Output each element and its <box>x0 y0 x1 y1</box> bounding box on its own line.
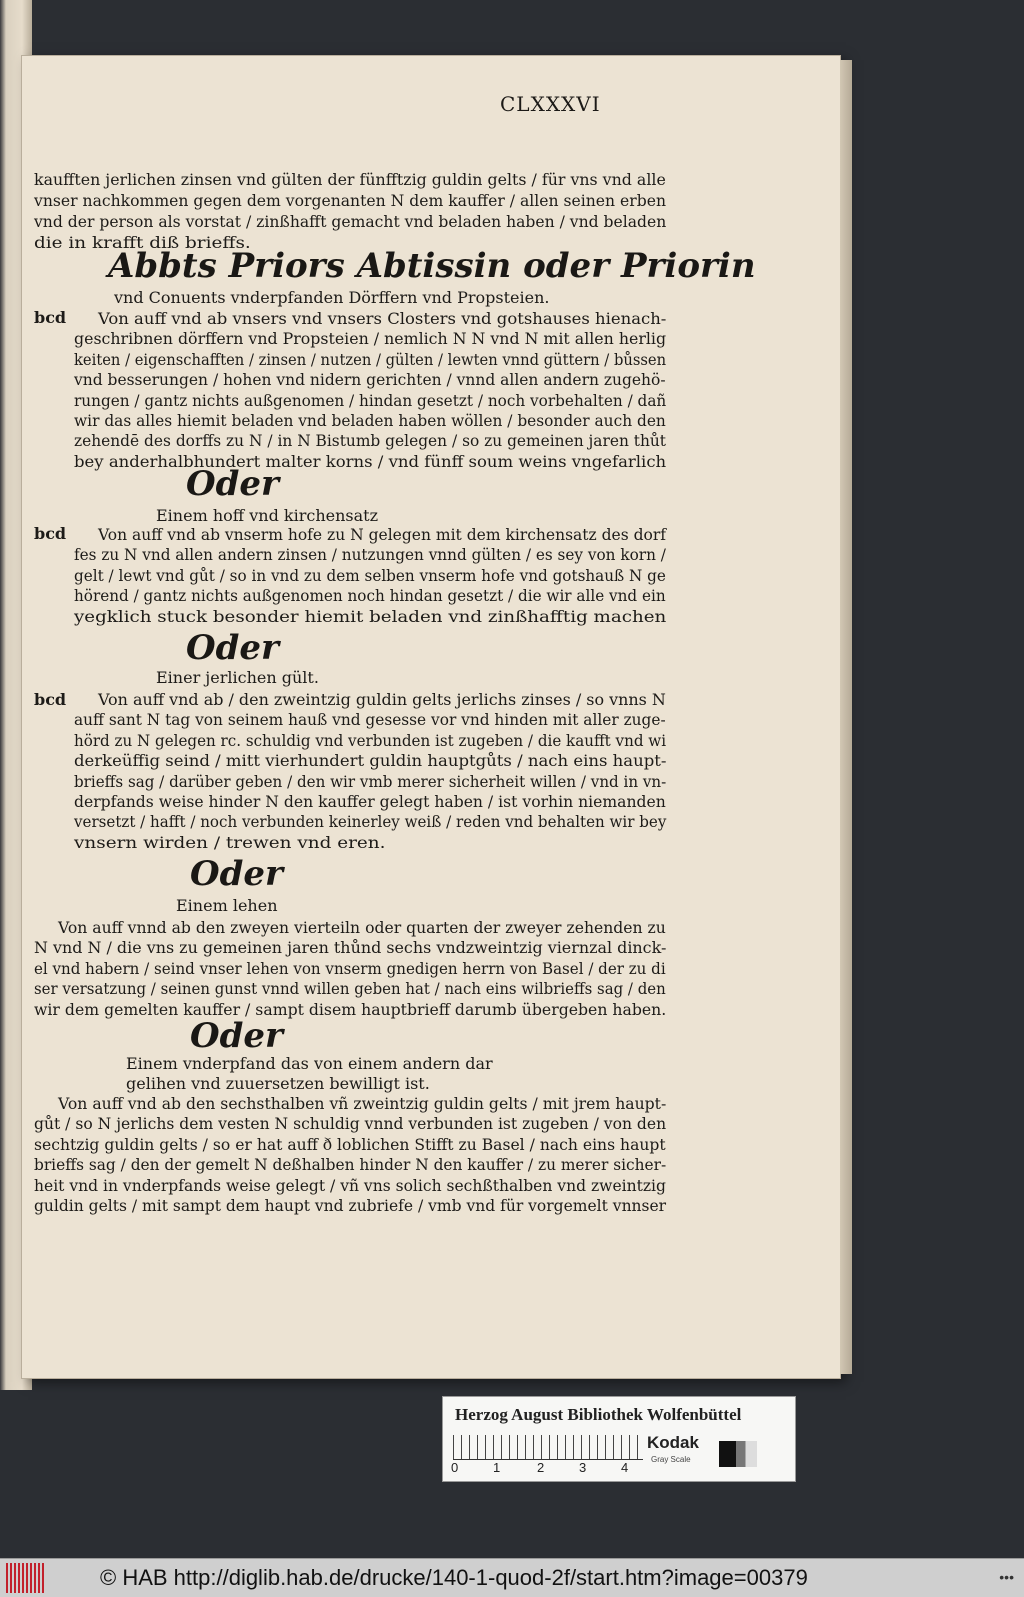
text-line: Von auff vnd ab vnsers vnd vnsers Closters vnd gotshauses hienach- <box>98 309 667 328</box>
footer-bar <box>0 1558 1024 1597</box>
text-line: keiten / eigenschafften / zinsen / nutzen / gülten / lewten vnnd güttern / bůssen <box>74 349 667 369</box>
margin-note: bcd <box>34 308 67 327</box>
text-line: wir dem gemelten kauffer / sampt disem hauptbrieff darumb übergeben haben. <box>34 999 667 1019</box>
text-line: gůt / so N jerlichs dem vesten N schuldig vnnd verbunden ist zugeben / von den <box>34 1114 667 1134</box>
text-line: Von auff vnd ab / den zweintzig guldin gelts jerlichs zinses / so vnns N <box>98 690 666 709</box>
oder-subheading: Einem lehen <box>176 896 278 915</box>
barcode-logo-icon <box>6 1563 44 1593</box>
text-line: Von auff vnd ab vnserm hofe zu N gelegen mit dem kirchensatz des dorf <box>98 525 667 544</box>
text-line: hörd zu N gelegen rc. schuldig vnd verbunden ist zugeben / die kaufft vnd wi <box>74 730 667 750</box>
color-ruler-card <box>442 1396 796 1482</box>
page-edge-shadow <box>840 60 852 1374</box>
text-line: brieffs sag / den der gemelt N deßhalben hinder N den kauffer / zu merer sicher- <box>34 1155 667 1175</box>
text-line: die in krafft diß brieffs. <box>34 233 251 252</box>
oder-subheading: Einem vnderpfand das von einem andern dar <box>126 1054 493 1073</box>
text-line: el vnd habern / seind vnser lehen von vnserm gnedigen herrn von Basel / der zu di <box>34 958 666 978</box>
oder-subheading: Einem hoff vnd kirchensatz <box>156 506 378 525</box>
text-line: fes zu N vnd allen andern zinsen / nutzungen vnnd gülten / es sey von korn / <box>74 545 666 565</box>
text-line: derpfands weise hinder N den kauffer gelegt haben / ist vorhin niemanden <box>74 792 666 811</box>
text-line: zehendē des dorffs zu N / in N Bistumb gelegen / so zu gemeinen jaren thůt <box>74 431 666 451</box>
ruler-title: Herzog August Bibliothek Wolfenbüttel <box>455 1405 742 1424</box>
text-line: bey anderhalbhundert malter korns / vnd fünff soum weins vngefarlich <box>74 451 667 471</box>
text-line: vnd besserungen / hohen vnd nidern gerichten / vnnd allen andern zugehö- <box>74 370 666 390</box>
text-line: wir das alles hiemit beladen vnd beladen haben wöllen / besonder auch den <box>74 411 666 430</box>
text-line: Von auff vnd ab den sechsthalben vñ zweintzig guldin gelts / mit jrem haupt- <box>58 1094 667 1113</box>
text-line: sechtzig guldin gelts / so er hat auff ð loblichen Stifft zu Basel / nach eins haupt <box>34 1134 666 1154</box>
oder-subheading: Einer jerlichen gült. <box>156 668 319 687</box>
ruler-scale <box>453 1435 643 1460</box>
text-line: vnsern wirden / trewen vnd eren. <box>74 832 386 852</box>
section-subheading: vnd Conuents vnderpfanden Dörffern vnd Propsteien. <box>114 288 550 307</box>
text-line: derkeüffig seind / mitt vierhundert guldin hauptgůts / nach eins haupt- <box>74 751 667 771</box>
margin-note: bcd <box>34 524 67 543</box>
text-line: gelt / lewt vnd gůt / so in vnd zu dem selben vnserm hofe vnd gotshauß N ge <box>74 565 666 585</box>
text-line: heit vnd in vnderpfands weise gelegt / vñ vns solich sechßthalben vnd zweintzig <box>34 1175 666 1195</box>
ruler-number-2: 2 <box>537 1460 545 1475</box>
folio-number: CLXXXVI <box>500 92 601 116</box>
text-line: Von auff vnnd ab den zweyen vierteiln oder quarten der zweyer zehenden zu <box>58 918 666 937</box>
text-line: kaufften jerlichen zinsen vnd gülten der fünfftzig guldin gelts / für vns vnd alle <box>34 170 666 189</box>
oder-heading: Oder <box>190 1016 283 1056</box>
text-line: ser versatzung / seinen gunst vnnd willen geben hat / nach eins wilbrieffs sag / den <box>34 979 666 999</box>
text-line: auff sant N tag von seinem hauß vnd gesesse vor vnd hinden mit aller zuge- <box>74 710 666 730</box>
text-line: versetzt / hafft / noch verbunden keinerley weiß / reden vnd behalten wir bey <box>74 812 667 832</box>
kodak-brand: Kodak <box>647 1433 699 1452</box>
oder-heading: Oder <box>190 854 283 894</box>
text-line: N vnd N / die vns zu gemeinen jaren thůnd sechs vndzweintzig viernzal dinck- <box>34 938 667 958</box>
text-line: vnser nachkommen gegen dem vorgenanten N dem kauffer / allen seinen erben <box>34 191 667 210</box>
oder-heading: Oder <box>186 464 279 504</box>
gray-scale-patch <box>719 1441 757 1467</box>
margin-note: bcd <box>34 690 67 709</box>
text-line: geschribnen dörffern vnd Propsteien / nemlich N N vnd N mit allen herlig <box>74 329 667 349</box>
text-line: rungen / gantz nichts außgenomen / hindan gesetzt / noch vorbehalten / dañ <box>74 390 667 410</box>
ruler-number-1: 1 <box>493 1460 501 1475</box>
ruler-number-3: 3 <box>579 1460 587 1475</box>
ruler-number-4: 4 <box>621 1460 629 1475</box>
text-line: vnd der person als vorstat / zinßhafft gemacht vnd beladen haben / vnd beladen <box>34 212 667 231</box>
text-line: guldin gelts / mit sampt dem haupt vnd zubriefe / vmb vnd für vorgemelt vnnser <box>34 1196 667 1215</box>
oder-heading: Oder <box>186 628 279 668</box>
text-line: yegklich stuck besonder hiemit beladen vnd zinßhafftig machen <box>74 606 667 626</box>
footer-url[interactable]: © HAB http://diglib.hab.de/drucke/140-1-quod-2f/start.htm?image=00379 <box>100 1565 808 1590</box>
more-options-icon[interactable]: ••• <box>999 1569 1014 1585</box>
text-line: hörend / gantz nichts außgenomen noch hindan gesetzt / die wir alle vnd ein <box>74 586 666 606</box>
ruler-number-0: 0 <box>451 1460 459 1475</box>
text-line: brieffs sag / darüber geben / den wir vmb merer sicherheit willen / vnd in vn- <box>74 771 667 791</box>
kodak-subtitle: Gray Scale <box>651 1455 691 1464</box>
section-heading: Abbts Priors Abtissin oder Priorin <box>108 246 756 286</box>
oder-subheading: gelihen vnd zuuersetzen bewilligt ist. <box>126 1074 430 1093</box>
